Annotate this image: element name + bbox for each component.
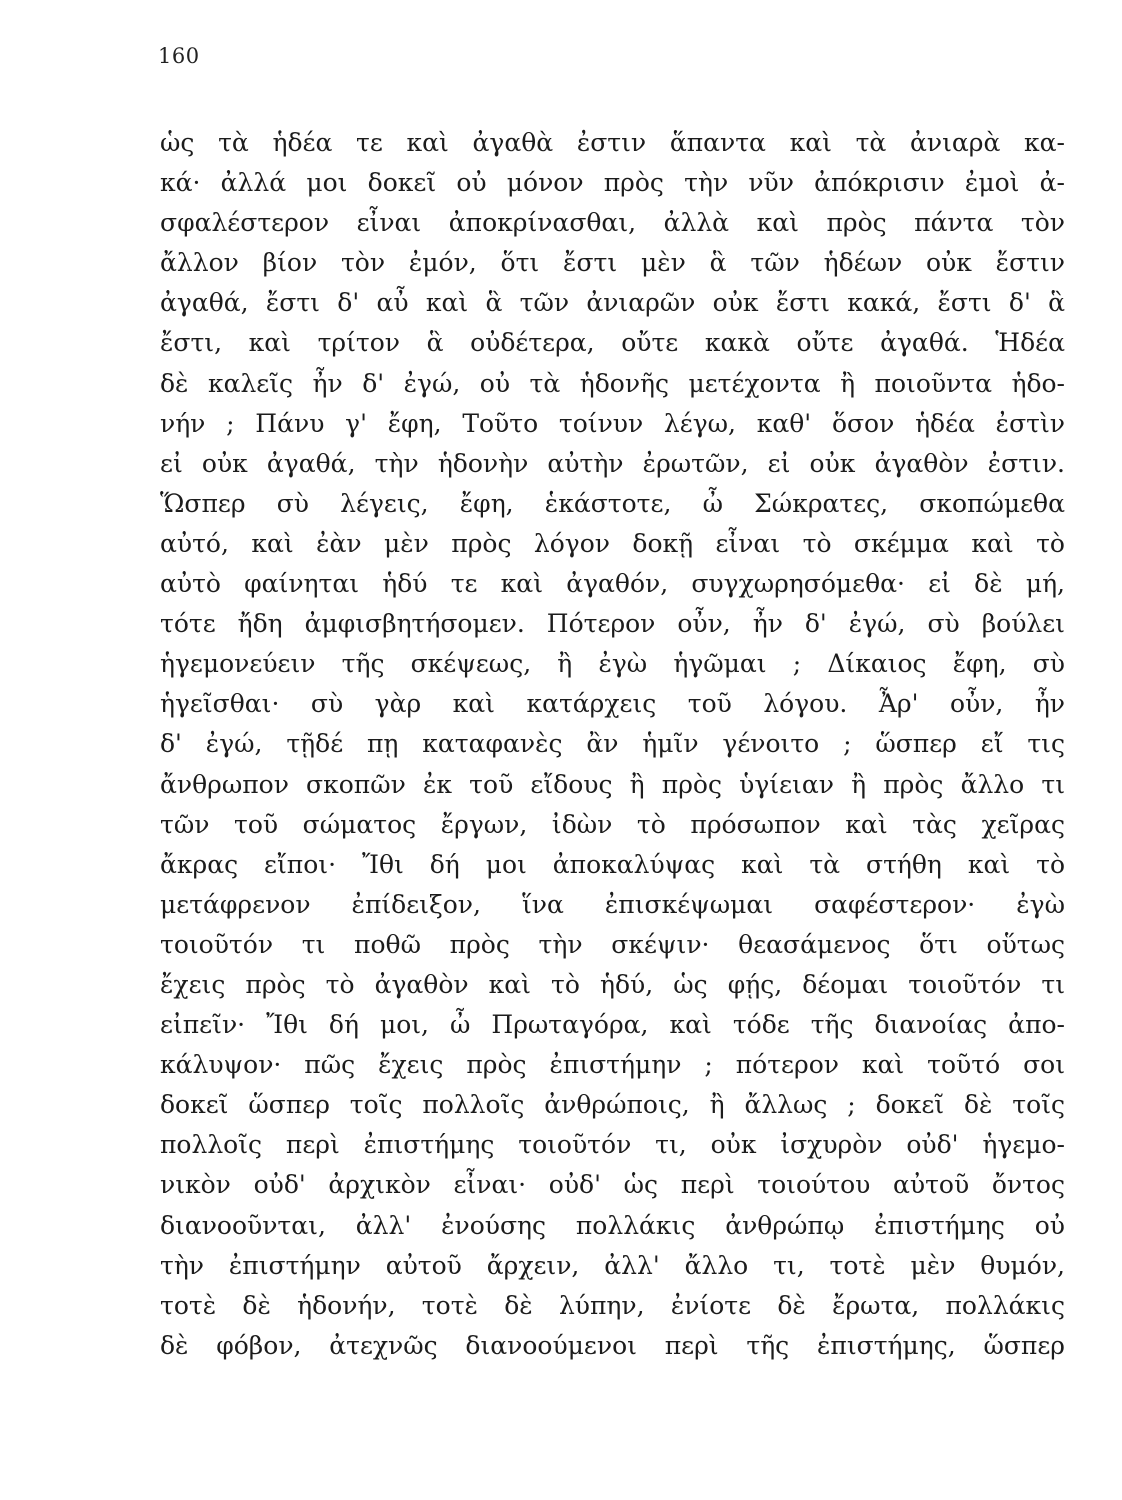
text-line: ἡγεῖσθαι· σὺ γὰρ καὶ κατάρχεις τοῦ λόγου. Ἆρ' οὖν, ἦν xyxy=(160,689,1065,719)
text-line: διανοοῦνται, ἀλλ' ἐνούσης πολλάκις ἀνθρώπῳ ἐπιστήμης οὐ xyxy=(160,1210,1065,1240)
text-line: ἔστι, καὶ τρίτον ἃ οὐδέτερα, οὔτε κακὰ οὔτε ἀγαθά. Ἡδέα xyxy=(160,328,1065,358)
text-line: τοτὲ δὲ ἡδονήν, τοτὲ δὲ λύπην, ἐνίοτε δὲ ἔρωτα, πολλάκις xyxy=(160,1290,1065,1320)
text-line: μετάφρενον ἐπίδειξον, ἵνα ἐπισκέψωμαι σαφέστερον· ἐγὼ xyxy=(160,889,1065,919)
text-line: δοκεῖ ὥσπερ τοῖς πολλοῖς ἀνθρώποις, ἢ ἄλλως ; δοκεῖ δὲ τοῖς xyxy=(160,1090,1065,1120)
text-line: κάλυψον· πῶς ἔχεις πρὸς ἐπιστήμην ; πότερον καὶ τοῦτό σοι xyxy=(160,1050,1065,1080)
text-line: δὲ καλεῖς ἦν δ' ἐγώ, οὐ τὰ ἡδονῆς μετέχοντα ἢ ποιοῦντα ἡδο- xyxy=(160,368,1065,398)
text-line: ἄνθρωπον σκοπῶν ἐκ τοῦ εἴδους ἢ πρὸς ὑγίειαν ἢ πρὸς ἄλλο τι xyxy=(160,769,1065,799)
text-line: τότε ἤδη ἀμφισβητήσομεν. Πότερον οὖν, ἦν δ' ἐγώ, σὺ βούλει xyxy=(160,609,1065,639)
text-line: δ' ἐγώ, τῇδέ πῃ καταφανὲς ἂν ἡμῖν γένοιτο ; ὥσπερ εἴ τις xyxy=(160,729,1065,759)
text-line: κά· ἀλλά μοι δοκεῖ οὐ μόνον πρὸς τὴν νῦν ἀπόκρισιν ἐμοὶ ἀ- xyxy=(160,168,1065,198)
text-line: εἰπεῖν· Ἴθι δή μοι, ὦ Πρωταγόρα, καὶ τόδε τῆς διανοίας ἀπο- xyxy=(160,1010,1065,1040)
body-text xyxy=(160,123,1065,1366)
text-line: αὐτό, καὶ ἐὰν μὲν πρὸς λόγον δοκῇ εἶναι τὸ σκέμμα καὶ τὸ xyxy=(160,528,1065,558)
text-line: τῶν τοῦ σώματος ἔργων, ἰδὼν τὸ πρόσωπον καὶ τὰς χεῖρας xyxy=(160,809,1065,839)
text-line: τὴν ἐπιστήμην αὐτοῦ ἄρχειν, ἀλλ' ἄλλο τι, τοτὲ μὲν θυμόν, xyxy=(160,1250,1065,1280)
text-line: σφαλέστερον εἶναι ἀποκρίνασθαι, ἀλλὰ καὶ πρὸς πάντα τὸν xyxy=(160,208,1065,238)
text-line: εἰ οὐκ ἀγαθά, τὴν ἡδονὴν αὐτὴν ἐρωτῶν, εἰ οὐκ ἀγαθὸν ἐστιν. xyxy=(160,448,1065,478)
text-line: ἡγεμονεύειν τῆς σκέψεως, ἢ ἐγὼ ἡγῶμαι ; Δίκαιος ἔφη, σὺ xyxy=(160,649,1065,679)
text-line: ἄλλον βίον τὸν ἐμόν, ὅτι ἔστι μὲν ἃ τῶν ἡδέων οὐκ ἔστιν xyxy=(160,248,1065,278)
text-line: αὐτὸ φαίνηται ἡδύ τε καὶ ἀγαθόν, συγχωρησόμεθα· εἰ δὲ μή, xyxy=(160,569,1065,599)
text-line: ἀγαθά, ἔστι δ' αὖ καὶ ἃ τῶν ἀνιαρῶν οὐκ ἔστι κακά, ἔστι δ' ἃ xyxy=(160,288,1065,318)
page-number: 160 xyxy=(158,44,200,68)
text-line: ἄκρας εἴποι· Ἴθι δή μοι ἀποκαλύψας καὶ τὰ στήθη καὶ τὸ xyxy=(160,849,1065,879)
text-line: ὡς τὰ ἡδέα τε καὶ ἀγαθὰ ἐστιν ἅπαντα καὶ τὰ ἀνιαρὰ κα- xyxy=(160,128,1065,157)
text-line: ἔχεις πρὸς τὸ ἀγαθὸν καὶ τὸ ἡδύ, ὡς φῄς, δέομαι τοιοῦτόν τι xyxy=(160,969,1065,999)
text-line: δὲ φόβον, ἀτεχνῶς διανοούμενοι περὶ τῆς ἐπιστήμης, ὥσπερ xyxy=(160,1330,1065,1360)
text-line: νήν ; Πάνυ γ' ἔφη, Τοῦτο τοίνυν λέγω, καθ' ὅσον ἡδέα ἐστὶν xyxy=(160,408,1065,438)
text-line: νικὸν οὐδ' ἀρχικὸν εἶναι· οὐδ' ὡς περὶ τοιούτου αὐτοῦ ὄντος xyxy=(160,1170,1065,1200)
text-line: τοιοῦτόν τι ποθῶ πρὸς τὴν σκέψιν· θεασάμενος ὅτι οὕτως xyxy=(160,929,1065,959)
text-line: πολλοῖς περὶ ἐπιστήμης τοιοῦτόν τι, οὐκ ἰσχυρὸν οὐδ' ἡγεμο- xyxy=(160,1130,1065,1160)
text-line: Ὥσπερ σὺ λέγεις, ἔφη, ἑκάστοτε, ὦ Σώκρατες, σκοπώμεθα xyxy=(160,488,1065,518)
